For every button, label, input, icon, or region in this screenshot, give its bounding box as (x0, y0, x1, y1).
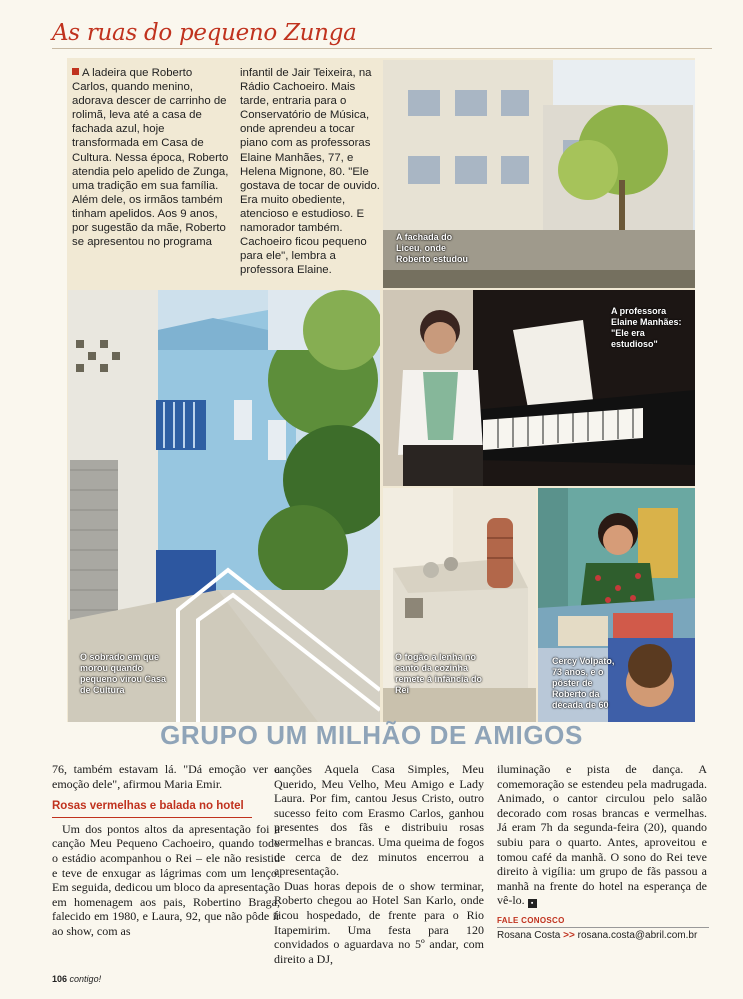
photo-cercy (538, 488, 695, 722)
page-folio (52, 974, 101, 984)
page-number: 106 (52, 974, 68, 984)
photo-fogao (383, 488, 536, 722)
magazine-name: contigo! (69, 974, 102, 984)
body-column-3 (497, 762, 707, 908)
body-paragraph-2: canções Aquela Casa Simples, Meu Querido, Meu Velho, Meu Amigo e Lady Laura. Por fim, cantou Jesus Cristo, outro sucesso feito com Erasmo Carlos, ganhou presentes dos fãs e distribuiu rosas vermelhas e brancas. Uma queima de fogos de cerca de dez minutos encerrou a apresentação. (274, 762, 484, 879)
contact-row (497, 930, 709, 941)
caption-sobrado: O sobrado em que morou quando pequeno virou Casa de Cultura (80, 652, 167, 695)
title-rule (52, 48, 712, 49)
square-bullet-icon (72, 68, 79, 75)
contact-rule (497, 927, 709, 928)
contact-label: FALE CONOSCO (497, 916, 565, 925)
caption-elaine: A professora Elaine Manhães: "Ele era estudioso" (611, 306, 682, 349)
caption-cercy: Cercy Volpato, 73 anos, e o pôster de Roberto da década de 60 (552, 656, 615, 710)
contact-name: Rosana Costa (497, 930, 561, 941)
body-paragraph-4 (497, 762, 707, 908)
body-paragraph-3: Duas horas depois de o show terminar, Roberto chegou ao Hotel San Karlo, onde ficou hospedado, de frente para o Rio Itapemirim. Uma festa para 120 convidados o aguardava no 5º andar, com direito a DJ, (274, 878, 484, 966)
photo-sobrado (68, 290, 380, 722)
caption-liceu: A fachada do Liceu, onde Roberto estudou (396, 232, 468, 264)
intro-column-2: infantil de Jair Teixeira, na Rádio Cachoeiro. Mais tarde, entraria para o Conservatório de Música, onde aprendeu a tocar piano com as professoras Elaine Manhães, 77, e Helena Mignone, 80. "Ele gostava de tocar de ouvido. Era muito obediente, atencioso e estudioso. E namorador também. Cachoeiro ficou pequeno para ele", lembra a professora Elaine. (240, 67, 380, 277)
intro-column-1 (72, 66, 230, 249)
body-paragraph-4-text: iluminação e pista de dança. A comemoração se estendeu pela madrugada. Animado, o cantor circulou pelo salão decorado com rosas brancas e vermelhas. Já eram 7h da segunda-feira (20), quando subiu para o quarto. Antes, aproveitou e tomou café da manhã. O sono do Rei teve direito à vigília: um grupo de fãs passou a manhã na frente do hotel na esperança de vê-lo. (497, 762, 707, 908)
photo-liceu (383, 60, 695, 288)
article-title: As ruas do pequeno Zunga (52, 20, 357, 46)
contact-box (497, 916, 709, 941)
watermark-text: GRUPO UM MILHÃO DE AMIGOS (160, 720, 583, 750)
contact-arrows: >> (563, 930, 575, 941)
body-paragraph-1: Um dos pontos altos da apresentação foi a canção Meu Pequeno Cachoeiro, quando todo o estádio acompanhou o Rei – ele não resistiu e teve de enxugar as lágrimas com um lenço. Em seguida, dedicou um bloco da apresentação em homenagem aos pais, Robertino Braga, falecido em 1980, e Laura, 92, que não pôde ir ao show, com as (52, 821, 280, 938)
body-column-2 (274, 762, 484, 966)
end-mark-icon: ▪ (528, 899, 537, 908)
body-lead-paragraph: 76, também estavam lá. "Dá emoção ver a emoção dele", afirmou Maria Emir. (52, 762, 280, 791)
photo-elaine (383, 290, 695, 486)
section-subhead: Rosas vermelhas e balada no hotel (52, 800, 244, 813)
caption-fogao: O fogão a lenha no canto da cozinha remete à infância do Rei (395, 652, 483, 695)
intro-text-1: A ladeira que Roberto Carlos, quando menino, adorava descer de carrinho de rolimã, leva até a casa de fachada azul, hoje transformada em Casa de Cultura. Nessa época, Roberto atendia pelo apelido de Zunga, uma tradição em sua família. Além dele, os irmãos também tinham apelidos. Aos 9 anos, por sugestão da mãe, Roberto se apresentou no programa (72, 67, 229, 249)
body-column-1 (52, 762, 280, 939)
subhead-rule (52, 817, 252, 818)
contact-email[interactable]: rosana.costa@abril.com.br (577, 930, 698, 941)
